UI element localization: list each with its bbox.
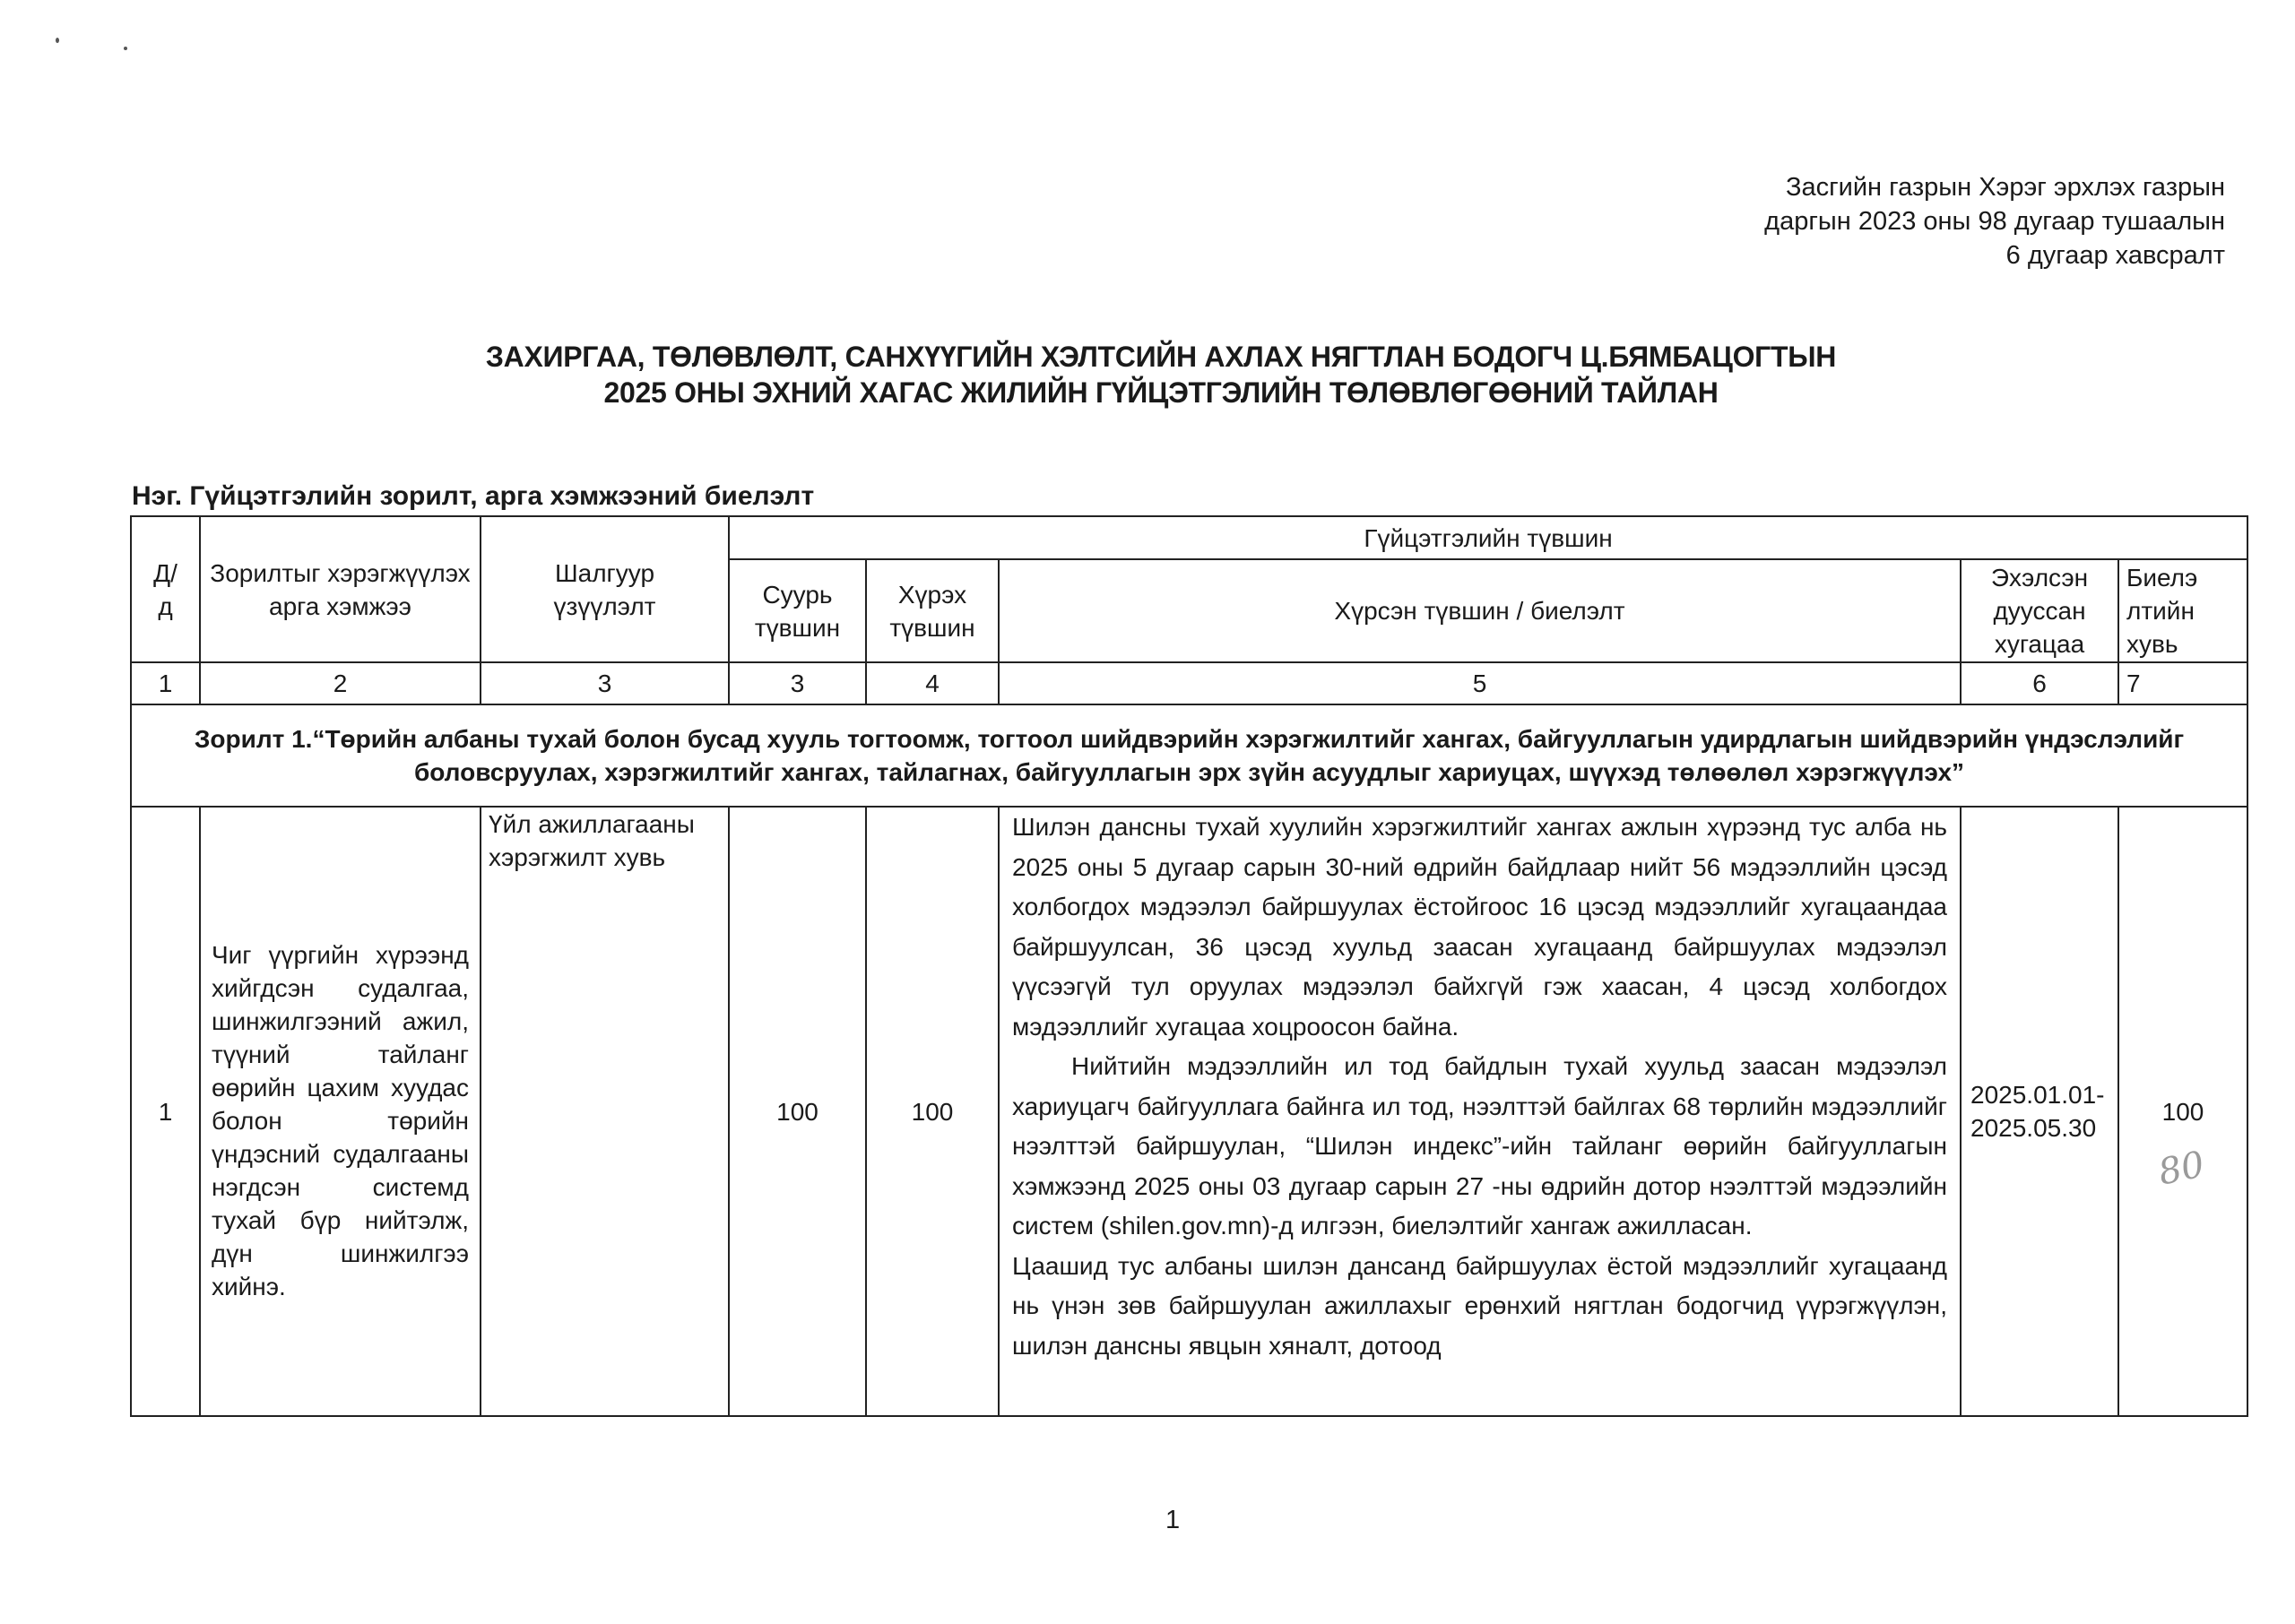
document-title: [269, 339, 2053, 410]
section-heading: Нэг. Гүйцэтгэлийн зорилт, арга хэмжээний биелэлт: [132, 481, 815, 511]
table-row: [131, 807, 2247, 1416]
achieved-cell: [999, 807, 1961, 1416]
header-percent: [2118, 559, 2247, 662]
header-text: Биелэ: [2126, 564, 2198, 592]
column-number: 1: [131, 662, 200, 704]
title-line: ЗАХИРГАА, ТӨЛӨВЛӨЛТ, САНХҮҮГИЙН ХЭЛТСИЙН АХЛАХ НЯГТЛАН БОДОГЧ Ц.БЯМБАЦОГТЫН: [485, 341, 1837, 373]
measure-cell: [200, 807, 481, 1416]
goal-row: Зорилт 1.“Төрийн албаны тухай болон бусад хууль тогтоомж, тогтоол шийдвэрийн хэрэгжилтийг хангах, байгууллагын удирдлагын шийдвэрийн үндэслэлийг боловсруулах, хэрэгжилтийг хангах, тайлагнах, байгууллагын эрх зүйн асуудлыг хариуцах, шүүхэд төлөөлөл хэрэгжүүлэх”: [131, 704, 2247, 807]
column-number: 2: [200, 662, 481, 704]
title-line: 2025 ОНЫ ЭХНИЙ ХАГАС ЖИЛИЙН ГҮЙЦЭТГЭЛИЙН ТӨЛӨВЛӨГӨӨНИЙ ТАЙЛАН: [603, 376, 1719, 409]
measure-text: Чиг үүргийн хүрээнд хийгдсэн судалгаа, шинжилгээний ажил, түүний тайланг өөрийн цахим хуудас болон төрийн үндэсний судалгааны нэгдсэн системд тухай бүр нийтэлж, дүн шинжилгээ хийнэ.: [212, 940, 469, 1300]
period-start: 2025.01.01-: [1970, 1081, 2105, 1109]
header-text: д: [158, 592, 173, 620]
achieved-paragraph: Цаашид тус албаны шилэн дансанд байршуулах ёстой мэдээллийг хугацаанд нь үнэн зөв байршуулан ажиллахыг ерөнхий нягтлан бодогчид үүрэгжүүлэн, шилэн дансны явцын хяналт, дотоод: [1012, 1251, 1947, 1360]
achieved-paragraph: Шилэн дансны тухай хуулийн хэрэгжилтийг хангах ажлын хүрээнд тус алба нь 2025 оны 5 дугаар сарын 30-ний өдрийн байдлаар нийт 56 мэдээллийн цэсэд холбогдох мэдээлэл байршуулах ёстойгоос 16 цэсэд мэдээллийг хугацаандаа байршуулсан, 36 цэсэд хуульд заасан хугацаанд байршуулах мэдээлэл үүсээгүй тул оруулах мэдээлэл байхгүй гэж хаасан, 4 цэсэд холбогдох мэдээллийг хугацаа хоцроосон байна.: [1012, 813, 1947, 1041]
annex-line: 6 дугаар хавсралт: [2005, 241, 2225, 270]
percent-cell: [2118, 807, 2247, 1416]
header-no: [131, 516, 200, 662]
performance-table: [130, 515, 2248, 1417]
column-number: 3: [729, 662, 866, 704]
header-measure: Зорилтыг хэрэгжүүлэх арга хэмжээ: [200, 516, 481, 662]
header-text: хувь: [2126, 630, 2178, 658]
column-number: 4: [866, 662, 999, 704]
header-text: Д/: [153, 558, 178, 587]
achieved-paragraph: Нийтийн мэдээллийн ил тод байдлын тухай хуульд заасан мэдээлэл хариуцагч байгууллага байнга ил тод, нээлттэй байлгах 68 төрлийн мэдээллийг нээлттэй байршуулан, “Шилэн индекс”-ийн тайланг өөрийн байгууллагын хэмжээнд 2025 оны 03 дугаар сарын 27 -ны өдрийн дотор нээлттэй мэдээлийн систем (shilen.gov.mn)-д илгээн, биелэлтийг хангаж ажилласан.: [1012, 1052, 1947, 1240]
handwritten-note: 80: [2154, 1144, 2209, 1194]
column-number: 6: [1961, 662, 2118, 704]
header-indicator: Шалгуур үзүүлэлт: [481, 516, 729, 662]
baseline-cell: 100: [729, 807, 866, 1416]
header-text: лтийн: [2126, 597, 2195, 625]
page-number: 1: [1165, 1506, 1181, 1534]
header-target: Хүрэх түвшин: [866, 559, 999, 662]
scan-speck: [124, 47, 127, 50]
percent-value: 100: [2161, 1097, 2204, 1126]
header-baseline: Суурь түвшин: [729, 559, 866, 662]
header-text: Эхэлсэн: [1990, 564, 2089, 592]
period-end: 2025.05.30: [1970, 1114, 2097, 1142]
period-cell: [1961, 807, 2118, 1416]
header-text: дууссан: [1993, 597, 2086, 625]
column-number: 3: [481, 662, 729, 704]
annex-line: Засгийн газрын Хэрэг эрхлэх газрын: [1785, 173, 2225, 202]
annex-reference: [1764, 170, 2225, 272]
header-achieved: Хүрсэн түвшин / биелэлт: [999, 559, 1961, 662]
scan-speck: [56, 38, 59, 43]
row-number: 1: [131, 807, 200, 1416]
column-number: 5: [999, 662, 1961, 704]
header-period: [1961, 559, 2118, 662]
header-performance-level: Гүйцэтгэлийн түвшин: [729, 516, 2247, 559]
column-number: 7: [2118, 662, 2247, 704]
target-cell: 100: [866, 807, 999, 1416]
indicator-cell: Үйл ажиллагааны хэрэгжилт хувь: [481, 807, 729, 1416]
header-text: хугацаа: [1994, 630, 2085, 658]
annex-line: даргын 2023 оны 98 дугаар тушаалын: [1764, 207, 2225, 236]
